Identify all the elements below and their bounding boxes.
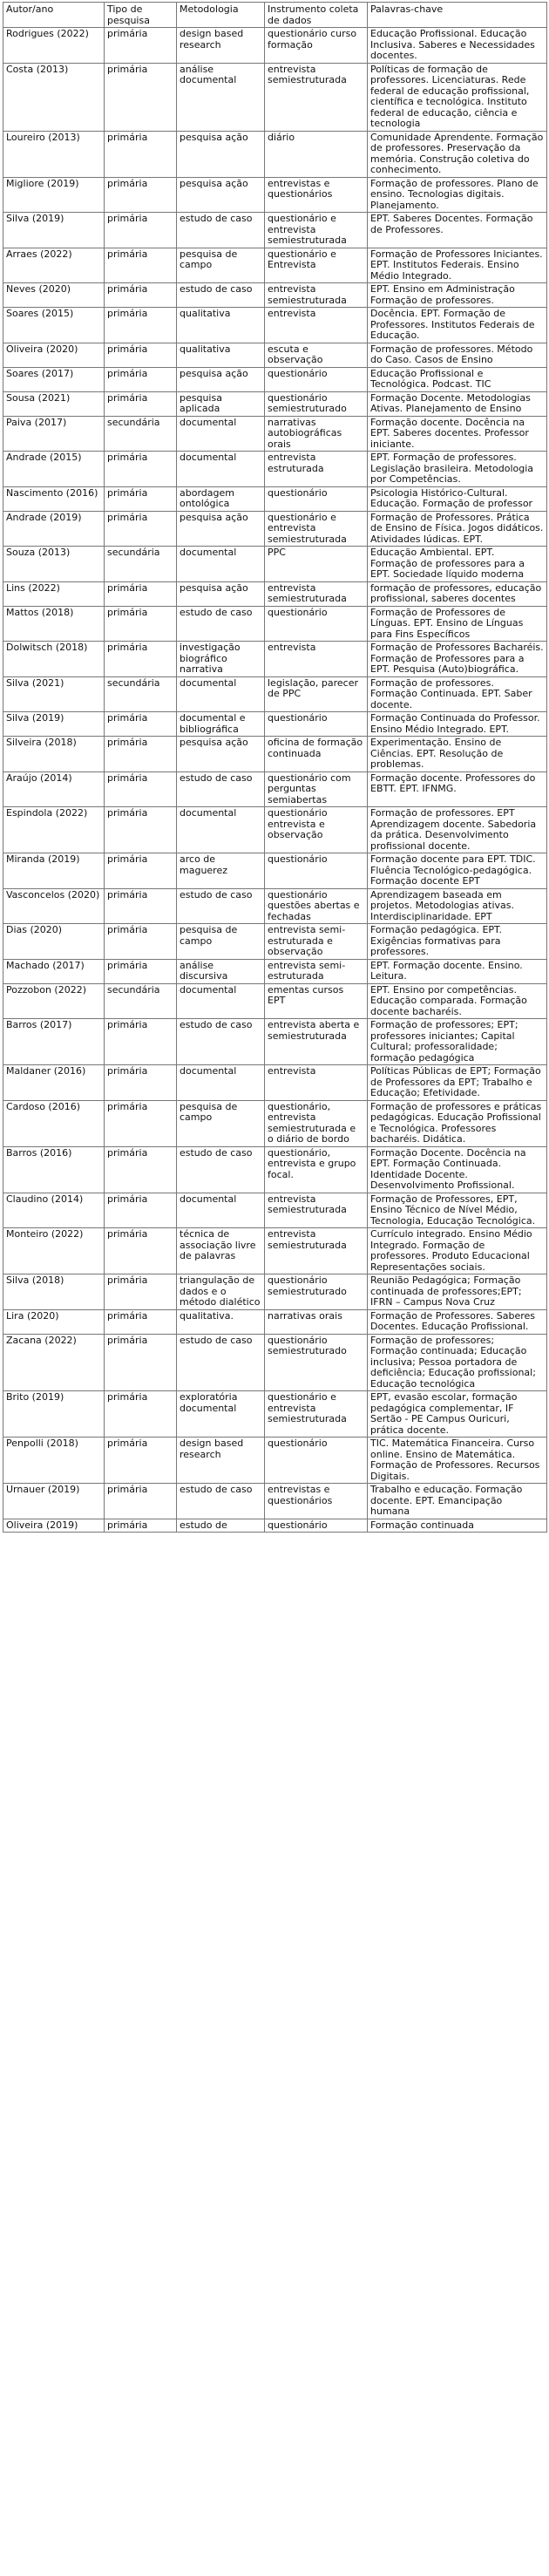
cell-methodology: triangulação de dados e o método dialético — [177, 1274, 265, 1310]
cell-data-instrument: entrevista — [265, 642, 368, 677]
table-row — [3, 642, 547, 677]
cell-data-instrument: entrevista — [265, 1065, 368, 1101]
cell-author-year: Dolwitsch (2018) — [3, 642, 105, 677]
cell-data-instrument: questionário — [265, 853, 368, 889]
table-row — [3, 248, 547, 283]
cell-author-year: Machado (2017) — [3, 959, 105, 983]
table-row — [3, 177, 547, 213]
table-row — [3, 771, 547, 807]
cell-keywords: Formação de Professores. Saberes Docentes. Educação Profissional. — [368, 1309, 547, 1334]
cell-research-type: primária — [105, 924, 177, 960]
cell-methodology: pesquisa de campo — [177, 924, 265, 960]
cell-author-year: Silva (2019) — [3, 712, 105, 737]
header-research-type: Tipo de pesquisa — [105, 3, 177, 28]
cell-methodology: qualitativa — [177, 308, 265, 343]
cell-methodology: documental — [177, 416, 265, 452]
cell-research-type: primária — [105, 367, 177, 391]
cell-author-year: Sousa (2021) — [3, 391, 105, 416]
cell-keywords: Formação continuada — [368, 1519, 547, 1533]
cell-research-type: primária — [105, 177, 177, 213]
cell-author-year: Andrade (2015) — [3, 452, 105, 487]
cell-methodology: pesquisa de campo — [177, 1100, 265, 1146]
cell-research-type: primária — [105, 486, 177, 511]
cell-methodology: design based research — [177, 28, 265, 64]
cell-methodology: pesquisa ação — [177, 511, 265, 547]
cell-author-year: Paiva (2017) — [3, 416, 105, 452]
cell-data-instrument: questionário e entrevista semiestruturada — [265, 213, 368, 248]
table-row — [3, 391, 547, 416]
cell-keywords: Formação pedagógica. EPT. Exigências formativas para professores. — [368, 924, 547, 960]
cell-data-instrument: questionário, entrevista semiestruturada e o diário de bordo — [265, 1100, 368, 1146]
cell-keywords: Formação de professores. Plano de ensino. Tecnologias digitais. Planejamento. — [368, 177, 547, 213]
cell-research-type: primária — [105, 28, 177, 64]
cell-research-type: secundária — [105, 416, 177, 452]
cell-methodology: documental — [177, 1065, 265, 1101]
table-row — [3, 1334, 547, 1391]
cell-keywords: Formação docente. Professores do EBTT. EPT. IFNMG. — [368, 771, 547, 807]
cell-research-type: primária — [105, 63, 177, 131]
cell-data-instrument: narrativas autobiográficas orais — [265, 416, 368, 452]
cell-data-instrument: questionário semiestruturado — [265, 1334, 368, 1391]
header-methodology: Metodologia — [177, 3, 265, 28]
cell-research-type: primária — [105, 511, 177, 547]
cell-data-instrument: questionário — [265, 606, 368, 642]
cell-keywords: Formação de Professores de Línguas. EPT. Ensino de Línguas para Fins Específicos — [368, 606, 547, 642]
cell-data-instrument: questionário, entrevista e grupo focal. — [265, 1146, 368, 1193]
cell-author-year: Barros (2016) — [3, 1146, 105, 1193]
cell-author-year: Barros (2017) — [3, 1019, 105, 1065]
cell-author-year: Costa (2013) — [3, 63, 105, 131]
cell-keywords: EPT. Saberes Docentes. Formação de Professores. — [368, 213, 547, 248]
cell-research-type: primária — [105, 1438, 177, 1484]
cell-data-instrument: entrevista semiestruturada — [265, 283, 368, 308]
cell-data-instrument: questionário e entrevista semiestruturada — [265, 511, 368, 547]
cell-research-type: secundária — [105, 676, 177, 712]
header-author-year: Autor/ano — [3, 3, 105, 28]
cell-author-year: Nascimento (2016) — [3, 486, 105, 511]
cell-author-year: Zacana (2022) — [3, 1334, 105, 1391]
cell-author-year: Lira (2020) — [3, 1309, 105, 1334]
table-row — [3, 511, 547, 547]
cell-data-instrument: ementas cursos EPT — [265, 983, 368, 1019]
cell-methodology: estudo de caso — [177, 1146, 265, 1193]
table-row — [3, 308, 547, 343]
table-row — [3, 416, 547, 452]
cell-methodology: análise documental — [177, 63, 265, 131]
table-row — [3, 63, 547, 131]
cell-methodology: estudo de caso — [177, 888, 265, 924]
cell-data-instrument: questionário — [265, 1519, 368, 1533]
literature-table — [3, 2, 547, 1533]
cell-keywords: Educação Profissional e Tecnológica. Podcast. TIC — [368, 367, 547, 391]
cell-data-instrument: entrevistas e questionários — [265, 1484, 368, 1519]
cell-keywords: Reunião Pedagógica; Formação continuada de professores;EPT; IFRN – Campus Nova Cruz — [368, 1274, 547, 1310]
cell-research-type: secundária — [105, 547, 177, 582]
table-row — [3, 1484, 547, 1519]
cell-research-type: primária — [105, 1146, 177, 1193]
cell-research-type: primária — [105, 1391, 177, 1438]
cell-research-type: primária — [105, 283, 177, 308]
cell-research-type: primária — [105, 642, 177, 677]
cell-methodology: estudo de caso — [177, 1019, 265, 1065]
table-row — [3, 1065, 547, 1101]
cell-methodology: abordagem ontológica — [177, 486, 265, 511]
cell-keywords: Formação docente para EPT. TDIC. Fluência Tecnológico-pedagógica. Formação docente EPT — [368, 853, 547, 889]
table-row — [3, 606, 547, 642]
cell-keywords: EPT. Formação docente. Ensino. Leitura. — [368, 959, 547, 983]
cell-author-year: Cardoso (2016) — [3, 1100, 105, 1146]
cell-methodology: estudo de caso — [177, 1484, 265, 1519]
cell-methodology: análise discursiva — [177, 959, 265, 983]
cell-keywords: Docência. EPT. Formação de Professores. Institutos Federais de Educação. — [368, 308, 547, 343]
cell-author-year: Urnauer (2019) — [3, 1484, 105, 1519]
table-row — [3, 486, 547, 511]
cell-methodology: estudo de caso — [177, 283, 265, 308]
table-row — [3, 283, 547, 308]
cell-author-year: Souza (2013) — [3, 547, 105, 582]
cell-data-instrument: questionário — [265, 367, 368, 391]
cell-data-instrument: questionário — [265, 712, 368, 737]
table-row — [3, 807, 547, 853]
cell-research-type: primária — [105, 213, 177, 248]
cell-data-instrument: PPC — [265, 547, 368, 582]
table-row — [3, 1391, 547, 1438]
cell-research-type: primária — [105, 771, 177, 807]
cell-research-type: primária — [105, 712, 177, 737]
cell-keywords: EPT. Ensino por competências. Educação comparada. Formação docente bacharéis. — [368, 983, 547, 1019]
table-row — [3, 28, 547, 64]
cell-research-type: primária — [105, 853, 177, 889]
cell-research-type: primária — [105, 737, 177, 772]
cell-research-type: primária — [105, 959, 177, 983]
cell-data-instrument: questionário — [265, 1438, 368, 1484]
cell-data-instrument: entrevistas e questionários — [265, 177, 368, 213]
table-row — [3, 452, 547, 487]
cell-author-year: Monteiro (2022) — [3, 1228, 105, 1274]
cell-keywords: Experimentação. Ensino de Ciências. EPT. Resolução de problemas. — [368, 737, 547, 772]
table-row — [3, 1019, 547, 1065]
cell-data-instrument: questionário questões abertas e fechadas — [265, 888, 368, 924]
table-row — [3, 712, 547, 737]
cell-author-year: Loureiro (2013) — [3, 131, 105, 177]
table-row — [3, 1309, 547, 1334]
table-row — [3, 853, 547, 889]
cell-data-instrument: questionário semiestruturado — [265, 391, 368, 416]
cell-research-type: primária — [105, 343, 177, 367]
table-header-row — [3, 3, 547, 28]
cell-author-year: Migliore (2019) — [3, 177, 105, 213]
cell-keywords: Psicologia Histórico-Cultural. Educação. Formação de professor — [368, 486, 547, 511]
table-row — [3, 343, 547, 367]
cell-methodology: estudo de — [177, 1519, 265, 1533]
cell-keywords: Formação docente. Docência na EPT. Saberes docentes. Professor iniciante. — [368, 416, 547, 452]
cell-research-type: primária — [105, 131, 177, 177]
cell-research-type: primária — [105, 1193, 177, 1228]
cell-author-year: Silva (2021) — [3, 676, 105, 712]
header-data-instrument: Instrumento coleta de dados — [265, 3, 368, 28]
cell-author-year: Oliveira (2020) — [3, 343, 105, 367]
cell-keywords: Comunidade Aprendente. Formação de professores. Preservação da memória. Construção coletiva do conhecimento. — [368, 131, 547, 177]
cell-keywords: Políticas Públicas de EPT; Formação de Professores da EPT; Trabalho e Educação; Efetividade. — [368, 1065, 547, 1101]
cell-keywords: Aprendizagem baseada em projetos. Metodologias ativas. Interdisciplinaridade. EPT — [368, 888, 547, 924]
cell-methodology: pesquisa aplicada — [177, 391, 265, 416]
cell-methodology: exploratória documental — [177, 1391, 265, 1438]
cell-methodology: estudo de caso — [177, 606, 265, 642]
cell-methodology: investigação biográfico narrativa — [177, 642, 265, 677]
cell-author-year: Miranda (2019) — [3, 853, 105, 889]
cell-methodology: documental — [177, 807, 265, 853]
cell-data-instrument: questionário e entrevista semiestruturada — [265, 1391, 368, 1438]
cell-keywords: Formação de Professores Bacharéis. Formação de Professores para a EPT. Pesquisa (Auto)biográfica. — [368, 642, 547, 677]
cell-methodology: documental e bibliográfica — [177, 712, 265, 737]
cell-data-instrument: questionário e Entrevista — [265, 248, 368, 283]
cell-keywords: TIC. Matemática Financeira. Curso online. Ensino de Matemática. Formação de Professores. Recursos Digitais. — [368, 1438, 547, 1484]
table-row — [3, 888, 547, 924]
cell-data-instrument: narrativas orais — [265, 1309, 368, 1334]
cell-data-instrument: entrevista semiestruturada — [265, 1193, 368, 1228]
cell-data-instrument: questionário semiestruturado — [265, 1274, 368, 1310]
cell-keywords: Educação Profissional. Educação Inclusiva. Saberes e Necessidades docentes. — [368, 28, 547, 64]
cell-research-type: primária — [105, 1484, 177, 1519]
cell-keywords: Formação Continuada do Professor. Ensino Médio Integrado. EPT. — [368, 712, 547, 737]
cell-author-year: Dias (2020) — [3, 924, 105, 960]
cell-author-year: Soares (2015) — [3, 308, 105, 343]
table-row — [3, 1274, 547, 1310]
cell-author-year: Penpolli (2018) — [3, 1438, 105, 1484]
cell-methodology: documental — [177, 452, 265, 487]
cell-keywords: Educação Ambiental. EPT. Formação de professores para a EPT. Sociedade líquido moderna — [368, 547, 547, 582]
cell-research-type: primária — [105, 1519, 177, 1533]
cell-methodology: pesquisa ação — [177, 581, 265, 606]
table-row — [3, 1438, 547, 1484]
cell-methodology: documental — [177, 983, 265, 1019]
table-row — [3, 1228, 547, 1274]
cell-author-year: Lins (2022) — [3, 581, 105, 606]
cell-methodology: estudo de caso — [177, 771, 265, 807]
table-row — [3, 213, 547, 248]
cell-author-year: Oliveira (2019) — [3, 1519, 105, 1533]
cell-keywords: formação de professores, educação profissional, saberes docentes — [368, 581, 547, 606]
cell-author-year: Silva (2018) — [3, 1274, 105, 1310]
cell-keywords: EPT. Formação de professores. Legislação brasileira. Metodologia por Competências. — [368, 452, 547, 487]
cell-research-type: primária — [105, 1334, 177, 1391]
table-row — [3, 1519, 547, 1533]
cell-keywords: Formação de Professores, EPT, Ensino Técnico de Nível Médio, Tecnologia, Educação Tecnológica. — [368, 1193, 547, 1228]
cell-keywords: Formação Docente. Metodologias Ativas. Planejamento de Ensino — [368, 391, 547, 416]
cell-research-type: primária — [105, 452, 177, 487]
cell-keywords: Políticas de formação de professores. Licenciaturas. Rede federal de educação profissional, científica e tecnológica. Instituto federal de educação, ciência e tecnologia — [368, 63, 547, 131]
cell-author-year: Silveira (2018) — [3, 737, 105, 772]
cell-keywords: Formação de Professores. Prática de Ensino de Física. Jogos didáticos. Atividades lúdicas. EPT. — [368, 511, 547, 547]
cell-author-year: Andrade (2019) — [3, 511, 105, 547]
cell-data-instrument: entrevista semiestruturada — [265, 63, 368, 131]
table-row — [3, 959, 547, 983]
table-row — [3, 581, 547, 606]
table-row — [3, 1100, 547, 1146]
cell-methodology: estudo de caso — [177, 213, 265, 248]
cell-author-year: Vasconcelos (2020) — [3, 888, 105, 924]
cell-data-instrument: entrevista semiestruturada — [265, 1228, 368, 1274]
cell-research-type: primária — [105, 248, 177, 283]
cell-keywords: EPT, evasão escolar, formação pedagógica complementar, IF Sertão - PE Campus Ouricuri, prática docente. — [368, 1391, 547, 1438]
cell-methodology: pesquisa ação — [177, 367, 265, 391]
cell-author-year: Neves (2020) — [3, 283, 105, 308]
cell-keywords: Formação de professores. Método do Caso. Casos de Ensino — [368, 343, 547, 367]
cell-keywords: Formação de professores. EPT Aprendizagem docente. Sabedoria da prática. Desenvolvimento profissional docente. — [368, 807, 547, 853]
cell-research-type: primária — [105, 1274, 177, 1310]
cell-author-year: Espindola (2022) — [3, 807, 105, 853]
cell-methodology: pesquisa ação — [177, 131, 265, 177]
cell-keywords: Formação de professores. Formação Continuada. EPT. Saber docente. — [368, 676, 547, 712]
cell-research-type: primária — [105, 1228, 177, 1274]
cell-keywords: EPT. Ensino em Administração Formação de professores. — [368, 283, 547, 308]
table-row — [3, 676, 547, 712]
cell-data-instrument: entrevista semi-estruturada — [265, 959, 368, 983]
cell-keywords: Formação de professores; EPT; professores iniciantes; Capital Cultural; professoralidade; formação pedagógica — [368, 1019, 547, 1065]
cell-research-type: primária — [105, 1065, 177, 1101]
cell-methodology: técnica de associação livre de palavras — [177, 1228, 265, 1274]
table-row — [3, 131, 547, 177]
cell-data-instrument: diário — [265, 131, 368, 177]
cell-methodology: documental — [177, 547, 265, 582]
cell-research-type: primária — [105, 1019, 177, 1065]
cell-author-year: Araújo (2014) — [3, 771, 105, 807]
table-body — [3, 28, 547, 1533]
table-row — [3, 737, 547, 772]
cell-research-type: primária — [105, 807, 177, 853]
table-row — [3, 1193, 547, 1228]
cell-keywords: Formação de professores e práticas pedagógicas. Educação Profissional e Tecnológica. Professores bacharéis. Didática. — [368, 1100, 547, 1146]
cell-keywords: Trabalho e educação. Formação docente. EPT. Emancipação humana — [368, 1484, 547, 1519]
cell-data-instrument: escuta e observação — [265, 343, 368, 367]
cell-research-type: secundária — [105, 983, 177, 1019]
cell-methodology: documental — [177, 676, 265, 712]
cell-keywords: Formação de Professores Iniciantes. EPT. Institutos Federais. Ensino Médio Integrado. — [368, 248, 547, 283]
cell-author-year: Maldaner (2016) — [3, 1065, 105, 1101]
table-row — [3, 924, 547, 960]
header-keywords: Palavras-chave — [368, 3, 547, 28]
cell-author-year: Silva (2019) — [3, 213, 105, 248]
cell-data-instrument: questionário entrevista e observação — [265, 807, 368, 853]
cell-methodology: documental — [177, 1193, 265, 1228]
cell-author-year: Mattos (2018) — [3, 606, 105, 642]
cell-author-year: Arraes (2022) — [3, 248, 105, 283]
cell-data-instrument: entrevista semi-estruturada e observação — [265, 924, 368, 960]
cell-data-instrument: questionário curso formação — [265, 28, 368, 64]
cell-research-type: primária — [105, 1100, 177, 1146]
cell-data-instrument: legislação, parecer de PPC — [265, 676, 368, 712]
cell-data-instrument: questionário — [265, 486, 368, 511]
cell-research-type: primária — [105, 391, 177, 416]
cell-methodology: arco de maguerez — [177, 853, 265, 889]
cell-methodology: estudo de caso — [177, 1334, 265, 1391]
cell-methodology: qualitativa — [177, 343, 265, 367]
cell-methodology: pesquisa ação — [177, 177, 265, 213]
cell-data-instrument: entrevista aberta e semiestruturada — [265, 1019, 368, 1065]
cell-research-type: primária — [105, 308, 177, 343]
cell-methodology: pesquisa de campo — [177, 248, 265, 283]
cell-methodology: qualitativa. — [177, 1309, 265, 1334]
table-row — [3, 547, 547, 582]
cell-data-instrument: entrevista semiestruturada — [265, 581, 368, 606]
table-row — [3, 1146, 547, 1193]
cell-research-type: primária — [105, 888, 177, 924]
cell-keywords: Formação Docente. Docência na EPT. Formação Continuada. Identidade Docente. Desenvolvimento Profissional. — [368, 1146, 547, 1193]
table-row — [3, 367, 547, 391]
cell-keywords: Formação de professores; Formação continuada; Educação inclusiva; Pessoa portadora de deficiência; Educação profissional; Educação tecnológica — [368, 1334, 547, 1391]
cell-data-instrument: oficina de formação continuada — [265, 737, 368, 772]
cell-author-year: Brito (2019) — [3, 1391, 105, 1438]
cell-data-instrument: questionário com perguntas semiabertas — [265, 771, 368, 807]
cell-author-year: Pozzobon (2022) — [3, 983, 105, 1019]
cell-author-year: Soares (2017) — [3, 367, 105, 391]
cell-data-instrument: entrevista estruturada — [265, 452, 368, 487]
cell-author-year: Claudino (2014) — [3, 1193, 105, 1228]
cell-keywords: Currículo integrado. Ensino Médio Integrado. Formação de professores. Produto Educacional Representações sociais. — [368, 1228, 547, 1274]
cell-research-type: primária — [105, 581, 177, 606]
cell-methodology: pesquisa ação — [177, 737, 265, 772]
cell-data-instrument: entrevista — [265, 308, 368, 343]
cell-methodology: design based research — [177, 1438, 265, 1484]
table-row — [3, 983, 547, 1019]
cell-research-type: primária — [105, 1309, 177, 1334]
cell-research-type: primária — [105, 606, 177, 642]
cell-author-year: Rodrigues (2022) — [3, 28, 105, 64]
